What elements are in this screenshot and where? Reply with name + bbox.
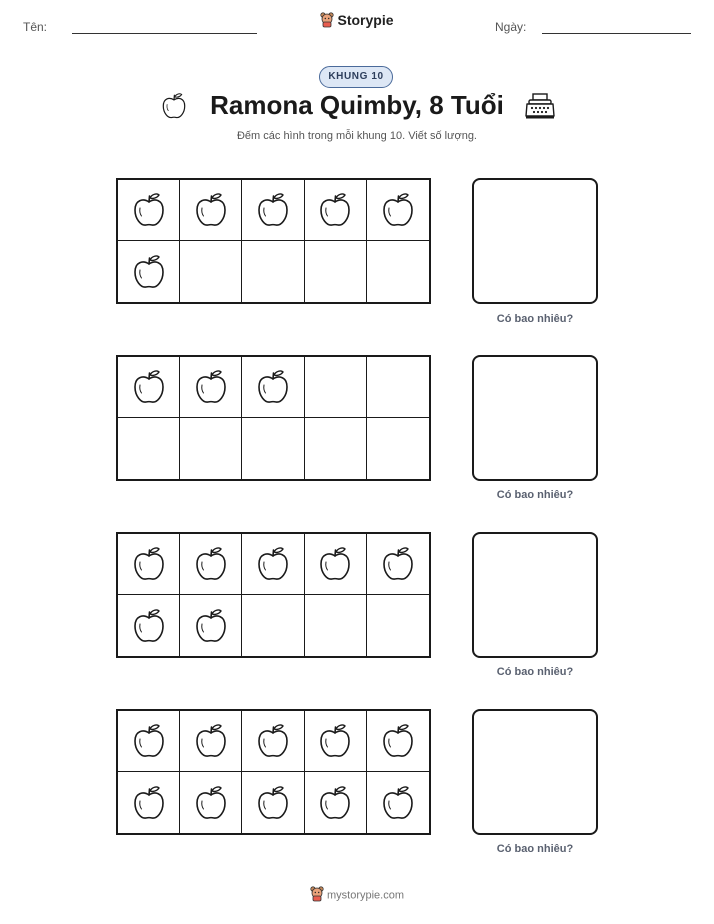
frame-cell [118, 180, 180, 241]
frame-cell [242, 772, 304, 833]
frame-cell [305, 534, 367, 595]
name-line[interactable] [72, 33, 257, 34]
footer [0, 886, 714, 905]
frame-cell [180, 180, 242, 241]
apple-icon [132, 546, 166, 582]
frame-cell [305, 241, 367, 302]
ten-frame-1 [116, 178, 431, 304]
answer-box-1[interactable] [472, 178, 598, 304]
frame-cell [242, 357, 304, 418]
worksheet-type-badge: KHUNG 10 [319, 66, 393, 88]
apple-icon [132, 723, 166, 759]
apple-icon [194, 546, 228, 582]
frame-cell [367, 357, 429, 418]
frame-cell [367, 418, 429, 479]
answer-box-3[interactable] [472, 532, 598, 658]
frame-cell [180, 711, 242, 772]
apple-icon [381, 785, 415, 821]
apple-icon [194, 723, 228, 759]
ten-frame-3 [116, 532, 431, 658]
typewriter-icon [524, 92, 556, 125]
apple-icon [381, 546, 415, 582]
frame-cell [242, 595, 304, 656]
apple-icon [132, 369, 166, 405]
apple-icon [194, 785, 228, 821]
footer-url: mystorypie.com [326, 889, 405, 902]
frame-cell [305, 357, 367, 418]
apple-icon [318, 723, 352, 759]
ten-frame-4 [116, 709, 431, 835]
frame-cell [180, 772, 242, 833]
frame-cell [180, 534, 242, 595]
answer-label-3: Có bao nhiêu? [496, 666, 574, 678]
frame-cell [118, 595, 180, 656]
frame-cell [118, 534, 180, 595]
apple-icon [194, 608, 228, 644]
frame-cell [305, 180, 367, 241]
frame-cell [118, 772, 180, 833]
apple-icon [256, 546, 290, 582]
answer-label-2: Có bao nhiêu? [496, 489, 574, 501]
name-label: Tên: [23, 20, 48, 34]
instructions: Đếm các hình trong mỗi khung 10. Viết số lượng. [236, 130, 477, 142]
apple-icon [194, 369, 228, 405]
storypie-logo-icon [320, 12, 334, 31]
storypie-logo-icon [310, 886, 324, 905]
frame-cell [118, 357, 180, 418]
date-line[interactable] [542, 33, 691, 34]
apple-icon [132, 254, 166, 290]
apple-icon [132, 785, 166, 821]
frame-cell [367, 711, 429, 772]
frame-cell [118, 711, 180, 772]
frame-cell [242, 241, 304, 302]
frame-cell [180, 357, 242, 418]
apple-icon [256, 785, 290, 821]
apple-icon [381, 723, 415, 759]
frame-cell [242, 180, 304, 241]
apple-icon [194, 192, 228, 228]
frame-cell [305, 711, 367, 772]
apple-icon [318, 546, 352, 582]
date-label: Ngày: [495, 20, 527, 34]
apple-icon [256, 723, 290, 759]
brand-name: Storypie [337, 12, 394, 29]
frame-cell [242, 418, 304, 479]
ten-frame-2 [116, 355, 431, 481]
answer-box-4[interactable] [472, 709, 598, 835]
frame-cell [180, 595, 242, 656]
apple-icon [256, 192, 290, 228]
answer-box-2[interactable] [472, 355, 598, 481]
frame-cell [305, 595, 367, 656]
apple-icon [381, 192, 415, 228]
frame-cell [242, 534, 304, 595]
frame-cell [180, 418, 242, 479]
frame-cell [180, 241, 242, 302]
apple-icon [318, 785, 352, 821]
frame-cell [367, 180, 429, 241]
answer-label-4: Có bao nhiêu? [496, 843, 574, 855]
apple-icon [318, 192, 352, 228]
frame-cell [367, 595, 429, 656]
frame-cell [118, 418, 180, 479]
frame-cell [118, 241, 180, 302]
frame-cell [367, 534, 429, 595]
frame-cell [305, 418, 367, 479]
apple-icon [132, 608, 166, 644]
frame-cell [242, 711, 304, 772]
frame-cell [367, 241, 429, 302]
brand [0, 12, 714, 31]
frame-cell [305, 772, 367, 833]
page-title: Ramona Quimby, 8 Tuổi [210, 90, 504, 120]
apple-icon [256, 369, 290, 405]
apple-icon [132, 192, 166, 228]
frame-cell [367, 772, 429, 833]
answer-label-1: Có bao nhiêu? [496, 313, 574, 325]
